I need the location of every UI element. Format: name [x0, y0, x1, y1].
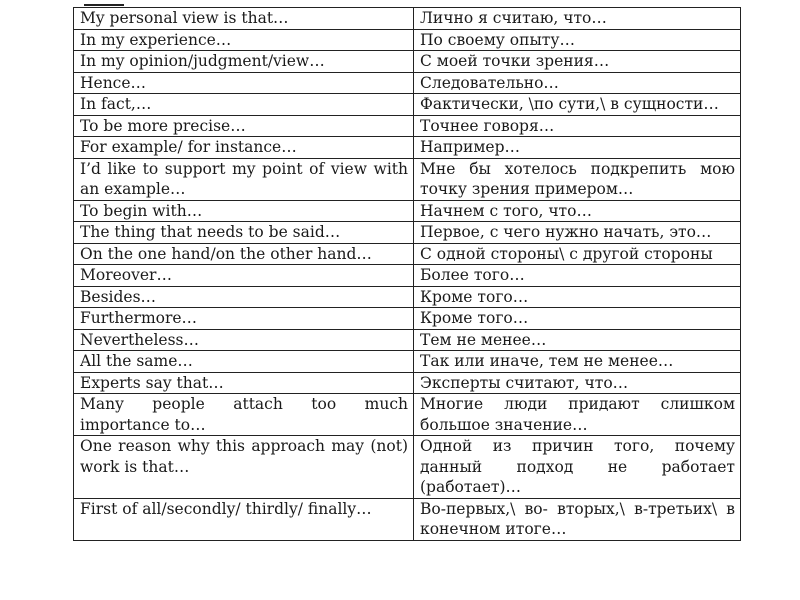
table-row: [74, 72, 741, 94]
english-phrase: Besides…: [74, 286, 414, 308]
phrase-translation-table: [73, 7, 741, 541]
english-phrase: Furthermore…: [74, 308, 414, 330]
russian-translation: Следовательно…: [414, 72, 741, 94]
english-phrase: To be more precise…: [74, 115, 414, 137]
russian-translation: Кроме того…: [414, 286, 741, 308]
english-phrase: Many people attach too much importance to…: [74, 394, 414, 436]
table-row: [74, 351, 741, 373]
table-row: [74, 308, 741, 330]
english-phrase: First of all/secondly/ thirdly/ finally…: [74, 498, 414, 540]
russian-translation: Эксперты считают, что…: [414, 372, 741, 394]
table-row: [74, 115, 741, 137]
russian-translation: Одной из причин того, почему данный подход не работает (работает)…: [414, 436, 741, 499]
table-row: [74, 29, 741, 51]
english-phrase: The thing that needs to be said…: [74, 222, 414, 244]
table-row: [74, 222, 741, 244]
english-phrase: Nevertheless…: [74, 329, 414, 351]
table-row: [74, 498, 741, 540]
english-phrase: In my opinion/judgment/view…: [74, 51, 414, 73]
table-row: [74, 200, 741, 222]
russian-translation: Например…: [414, 137, 741, 159]
russian-translation: Фактически, \по сути,\ в сущности…: [414, 94, 741, 116]
russian-translation: Тем не менее…: [414, 329, 741, 351]
english-phrase: All the same…: [74, 351, 414, 373]
russian-translation: Так или иначе, тем не менее…: [414, 351, 741, 373]
table-row: [74, 8, 741, 30]
russian-translation: С одной стороны\ с другой стороны: [414, 243, 741, 265]
table-row: [74, 436, 741, 499]
russian-translation: Во-первых,\ во- вторых,\ в-третьих\ в конечном итоге…: [414, 498, 741, 540]
english-phrase: One reason why this approach may (not) work is that…: [74, 436, 414, 499]
table-row: [74, 158, 741, 200]
russian-translation: Первое, с чего нужно начать, это…: [414, 222, 741, 244]
table-row: [74, 329, 741, 351]
english-phrase: On the one hand/on the other hand…: [74, 243, 414, 265]
russian-translation: С моей точки зрения…: [414, 51, 741, 73]
cropped-heading-underline: [84, 0, 124, 6]
russian-translation: Многие люди придают слишком большое значение…: [414, 394, 741, 436]
table-row: [74, 372, 741, 394]
english-phrase: In my experience…: [74, 29, 414, 51]
english-phrase: My personal view is that…: [74, 8, 414, 30]
english-phrase: To begin with…: [74, 200, 414, 222]
russian-translation: Мне бы хотелось подкрепить мою точку зрения примером…: [414, 158, 741, 200]
russian-translation: Лично я считаю, что…: [414, 8, 741, 30]
russian-translation: Точнее говоря…: [414, 115, 741, 137]
russian-translation: По своему опыту…: [414, 29, 741, 51]
table-row: [74, 137, 741, 159]
table-row: [74, 286, 741, 308]
table-row: [74, 265, 741, 287]
english-phrase: For example/ for instance…: [74, 137, 414, 159]
english-phrase: Moreover…: [74, 265, 414, 287]
table-row: [74, 94, 741, 116]
table-row: [74, 243, 741, 265]
russian-translation: Начнем с того, что…: [414, 200, 741, 222]
table-row: [74, 51, 741, 73]
english-phrase: I’d like to support my point of view with an example…: [74, 158, 414, 200]
table-row: [74, 394, 741, 436]
english-phrase: Hence…: [74, 72, 414, 94]
russian-translation: Более того…: [414, 265, 741, 287]
english-phrase: Experts say that…: [74, 372, 414, 394]
english-phrase: In fact,…: [74, 94, 414, 116]
russian-translation: Кроме того…: [414, 308, 741, 330]
